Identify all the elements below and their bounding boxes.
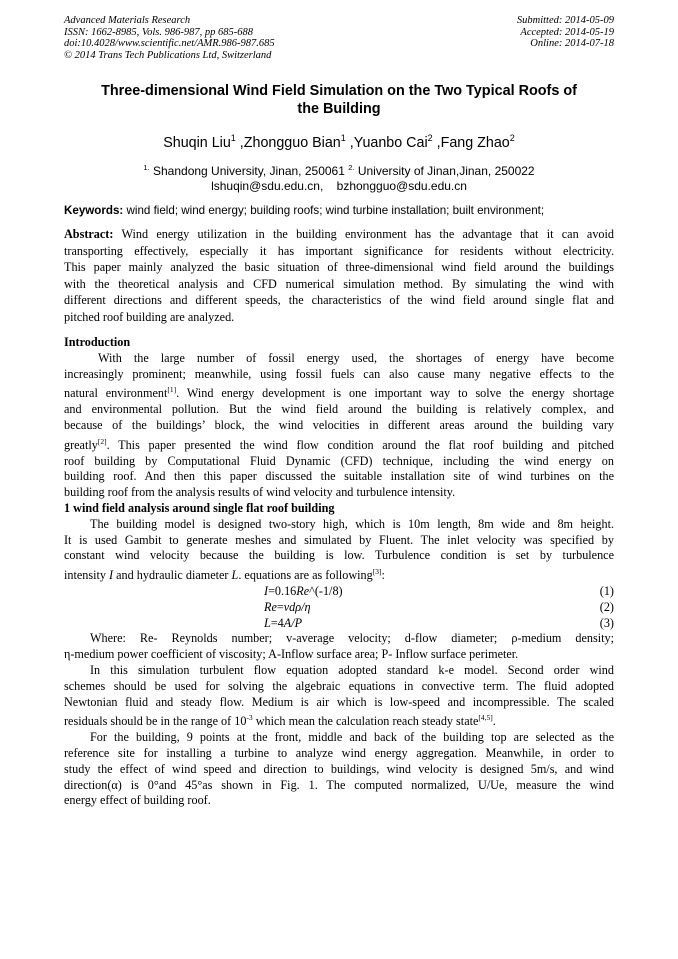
paragraph-line (64, 434, 614, 454)
author-affiliation-mark: 2 (427, 133, 433, 143)
line-text: : (381, 568, 385, 583)
line-text: With the large number of fossil energy used, the shortages of energy have become (98, 350, 614, 365)
line-text: residuals should be in the range of 10 (64, 714, 247, 729)
paragraph-line (64, 564, 614, 584)
equation-lhs: I (264, 583, 269, 598)
paragraph-line (64, 517, 614, 533)
affiliation-text: Shandong University, Jinan, 250061 (149, 164, 349, 178)
line-text: which mean the calculation reach steady state (252, 714, 479, 729)
equation (64, 600, 614, 616)
line-text: natural environment (64, 386, 168, 401)
citation: [3] (372, 567, 382, 577)
abstract-text: Wind energy utilization in the building environment has the advantage that it can avoid (113, 227, 614, 241)
abstract-line: This paper mainly analyzed the basic situation of three-dimensional wind field around the buildings (64, 260, 614, 275)
symbol: L (231, 568, 239, 583)
author-name: Shuqin Liu (163, 135, 231, 151)
line-text: and hydraulic diameter (113, 568, 232, 583)
paragraph-line: building roof from the analysis results of wind velocity and turbulence intensity. (64, 485, 456, 500)
citation: [1] (167, 385, 177, 395)
equation (64, 616, 614, 632)
equation-symbol: A/P (283, 615, 303, 630)
paragraph-line (64, 382, 614, 402)
line-text: . This paper presented the wind flow condition around the flat roof building and pitched (106, 437, 614, 452)
paper-title (64, 82, 614, 118)
affiliation-line (64, 160, 614, 179)
equation-rhs: ^(-1/8) (309, 583, 343, 598)
abstract-label: Abstract: (64, 227, 114, 241)
line-text: . (492, 714, 496, 729)
paragraph-line (64, 631, 614, 647)
citation: [2] (97, 436, 107, 446)
paragraph-line (64, 351, 614, 367)
dates-header (517, 15, 614, 50)
line-text: In this simulation turbulent flow equation adopted standard k-e model. Second order wind (90, 662, 614, 677)
paragraph-line: It is used Gambit to generate meshes and simulated by Fluent. The inlet velocity was specified by (64, 532, 614, 547)
issn-line: ISSN: 1662-8985, Vols. 986-987, pp 685-688 (64, 26, 253, 38)
paragraph-line (64, 710, 614, 730)
line-text: For the building, 9 points at the front, middle and back of the building top are selected as the (90, 730, 614, 745)
line-text: . equations are as following (238, 568, 373, 583)
abstract-line: with the theoretical analysis and CFD numerical simulation method. By simulating the wind with (64, 276, 614, 291)
exponent: -3 (246, 713, 253, 723)
doi-line: doi:10.4028/www.scientific.net/AMR.986-987.685 (64, 38, 275, 50)
paragraph-line: schemes should be used for solving the algebraic equations in convective term. The fluid adopted (64, 678, 614, 693)
line-text: Where: Re- Reynolds number; v-average velocity; d-flow diameter; ρ-medium density; (90, 631, 614, 646)
abstract (64, 226, 614, 326)
title-line: Three-dimensional Wind Field Simulation on the Two Typical Roofs of (101, 83, 577, 99)
online-date: Online: 2014-07-18 (530, 38, 614, 50)
paragraph-line: increasingly prominent; meanwhile, using fossil fuels can also cause many negative effects to the (64, 366, 614, 381)
equation-number: (3) (599, 615, 614, 630)
line-text: The building model is designed two-story high, which is 10m length, 8m wide and 8m height. (90, 516, 614, 531)
author-emails: lshuqin@sdu.edu.cn, bzhongguo@sdu.edu.cn (211, 179, 467, 193)
paragraph-line: reference site for installing a turbine to analyze wind energy aggregation. Meanwhile, in order to (64, 745, 614, 760)
equation-number: (2) (599, 599, 614, 614)
equation-rhs: = (276, 599, 284, 614)
equation-number: (1) (599, 583, 614, 598)
citation: [4,5] (478, 713, 493, 723)
introduction-heading: Introduction (64, 335, 131, 349)
author-affiliation-mark: 2 (509, 133, 515, 143)
author-name: ,Yuanbo Cai (345, 135, 428, 151)
section-heading: 1 wind field analysis around single flat roof building (64, 500, 335, 515)
paragraph-line: Newtonian fluid and steady flow. Medium is air which is low-speed and incompressible. The scaled (64, 694, 614, 709)
paragraph-line: and environmental pollution. But the wind field around the building is relatively complex, and (64, 402, 614, 417)
paragraph-line: building roof. And then this paper discussed the suitable installation site of wind turbines on the (64, 469, 614, 484)
line-text: intensity (64, 568, 110, 583)
affiliation-mark: 2. (348, 163, 355, 172)
paragraph-line: study the effect of wind speed and direction to buildings, wind velocity is designed 5m/s, and wind (64, 761, 614, 776)
equation-lhs: Re (264, 599, 277, 614)
abstract-line: transporting effectively, especially it has important significance for residents without electricity. (64, 243, 614, 258)
journal-name: Advanced Materials Research (64, 15, 191, 26)
author-list (64, 129, 614, 152)
keywords (64, 203, 614, 218)
line-text: . Wind energy development is one important way to solve the energy shortage (176, 386, 614, 401)
equation-rhs: =0.16 (268, 583, 297, 598)
copyright-line: © 2014 Trans Tech Publications Ltd, Switzerland (64, 49, 272, 61)
main-text (64, 335, 614, 809)
affiliations (64, 160, 614, 194)
keywords-label: Keywords: (64, 204, 124, 217)
equation-lhs: L (264, 615, 271, 630)
paragraph-line: constant wind velocity because the building is low. Turbulence condition is set by turbulence (64, 548, 614, 563)
paragraph-line: energy effect of building roof. (64, 793, 211, 808)
keywords-text: wind field; wind energy; building roofs; wind turbine installation; built environment; (123, 204, 545, 217)
paragraph-line (64, 663, 614, 679)
affiliation-text: University of Jinan,Jinan, 250022 (354, 164, 535, 178)
affiliation-mark: 1. (143, 163, 150, 172)
author-name: ,Fang Zhao (432, 135, 510, 151)
line-text: greatly (64, 437, 98, 452)
author-name: ,Zhongguo Bian (235, 135, 341, 151)
symbol: I (109, 568, 114, 583)
paragraph-line: roof building by Computational Fluid Dynamic (CFD) technique, including the wind energy on (64, 453, 614, 468)
paragraph-line: η-medium power coefficient of viscosity; A-Inflow surface area; P- Inflow surface perimeter. (64, 647, 519, 662)
accepted-date: Accepted: 2014-05-19 (520, 26, 614, 38)
journal-header (64, 15, 275, 61)
equation-symbol: Re (296, 583, 310, 598)
equation-symbol: vdρ/η (283, 599, 311, 614)
abstract-line: pitched roof building are analyzed. (64, 309, 235, 324)
paragraph-line: direction(α) is 0°and 45°as shown in Fig. 1. The computed normalized, U/Ue, measure the wind (64, 777, 614, 792)
equation (64, 584, 614, 600)
abstract-line (64, 226, 614, 243)
author-affiliation-mark: 1 (230, 133, 236, 143)
abstract-line: different directions and different speeds, the characteristics of the wind field around single flat and (64, 293, 614, 308)
title-line: the Building (297, 101, 381, 117)
submitted-date: Submitted: 2014-05-09 (516, 15, 614, 26)
paragraph-line: because of the buildings’ block, the wind velocities in different areas around the building vary (64, 417, 614, 432)
equation-rhs: =4 (270, 615, 284, 630)
author-affiliation-mark: 1 (340, 133, 346, 143)
paragraph-line (64, 730, 614, 746)
